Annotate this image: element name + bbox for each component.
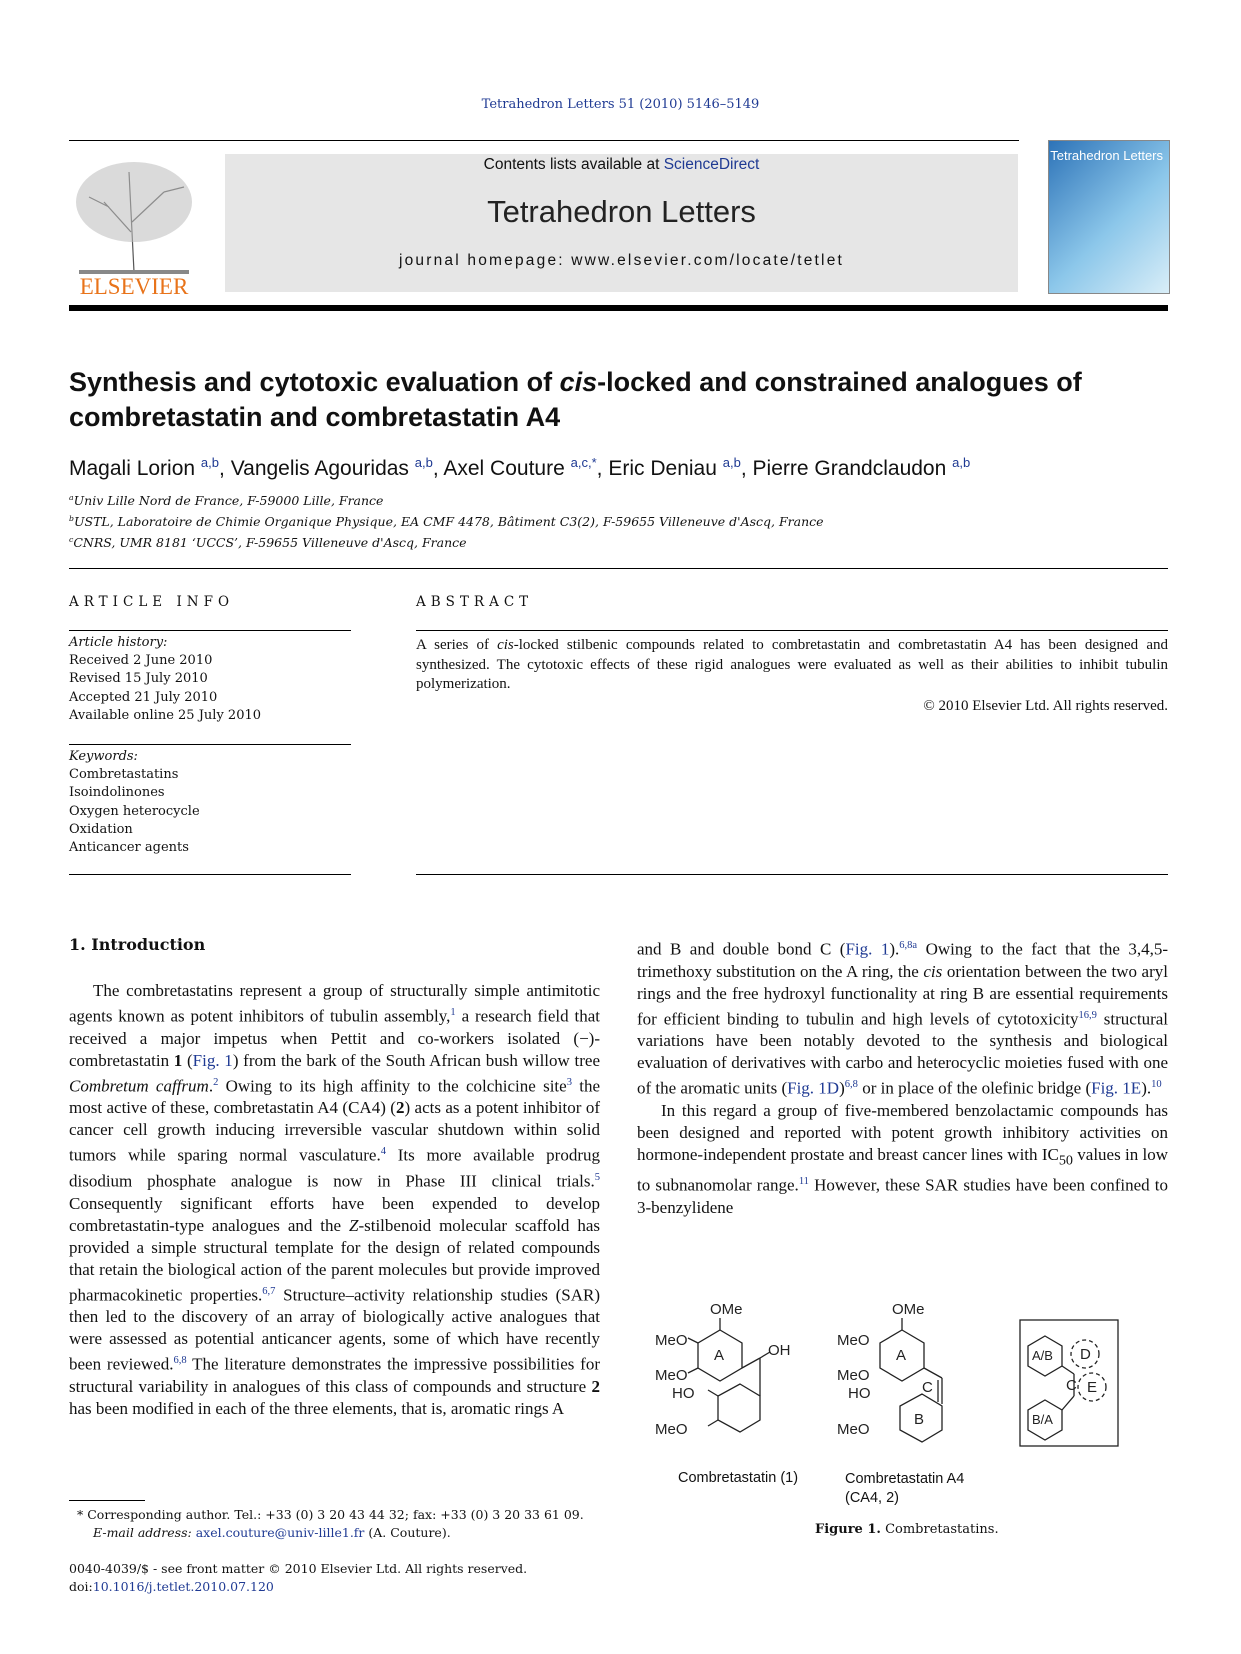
svg-text:C: C — [922, 1379, 933, 1396]
svg-text:C: C — [1066, 1377, 1077, 1394]
divider — [416, 874, 1168, 875]
divider — [69, 630, 351, 631]
sciencedirect-link[interactable]: ScienceDirect — [663, 156, 760, 173]
article-history: Article history: Received 2 June 2010 Revised 15 July 2010 Accepted 21 July 2010 Available online 25 July 2010 — [69, 635, 262, 723]
svg-text:B/A: B/A — [1032, 1412, 1053, 1427]
section-heading: 1. Introduction — [69, 935, 206, 954]
svg-text:HO: HO — [672, 1385, 695, 1402]
divider — [69, 568, 1168, 569]
author: Eric Deniau — [608, 457, 717, 480]
affiliation: $^b$USTL, Laboratoire de Chimie Organique Physique, EA CMF 4478, Bâtiment C3(2), F-59655 Villeneuve d'Ascq, France — [69, 514, 824, 530]
structure-label-2: Combretastatin A4 (CA4, 2) — [845, 1471, 965, 1506]
svg-text:MeO: MeO — [655, 1332, 688, 1349]
svg-text:A: A — [896, 1347, 907, 1364]
footnote: * Corresponding author. Tel.: +33 (0) 3 20 43 44 32; fax: +33 (0) 3 20 33 61 09. E-mail address: axel.couture@univ-lille1.fr (A. Couture). — [77, 1507, 584, 1540]
abstract-text: A series of cis-locked stilbenic compounds related to combretastatin and combretastatin A4 has been designed and synthesized. The cytotoxic effects of these rigid analogues were evaluated as well as their abilities to inhibit tubulin polymerization. © 2010 Elsevier Ltd. All rights reserved. — [416, 636, 1168, 716]
journal-banner — [225, 154, 1018, 292]
svg-text:MeO: MeO — [837, 1421, 870, 1438]
divider — [69, 744, 351, 745]
svg-text:OH: OH — [768, 1342, 791, 1359]
svg-text:MeO: MeO — [655, 1421, 688, 1438]
doi-link[interactable]: 10.1016/j.tetlet.2010.07.120 — [92, 1579, 274, 1594]
divider — [69, 140, 1019, 141]
journal-homepage[interactable]: journal homepage: www.elsevier.com/locate/tetlet — [398, 252, 845, 269]
svg-text:MeO: MeO — [837, 1367, 870, 1384]
divider — [69, 305, 1168, 311]
affiliation: $^a$Univ Lille Nord de France, F-59000 Lille, France — [69, 493, 384, 509]
svg-text:OMe: OMe — [892, 1301, 925, 1318]
front-matter: 0040-4039/$ - see front matter © 2010 Elsevier Ltd. All rights reserved. doi:10.1016/j.tetlet.2010.07.120 — [69, 1561, 528, 1594]
author: Axel Couture — [443, 457, 565, 480]
svg-text:MeO: MeO — [655, 1367, 688, 1384]
journal-cover-image: Tetrahedron Letters — [1048, 140, 1170, 294]
svg-text:HO: HO — [848, 1385, 871, 1402]
figure-caption: Figure 1. Combretastatins. — [815, 1522, 999, 1537]
keywords: Keywords: Combretastatins Isoindolinones Oxygen heterocycle Oxidation Anticancer agents — [69, 749, 200, 856]
chemical-structures — [655, 1300, 1170, 1460]
author: Pierre Grandclaudon — [752, 457, 947, 480]
divider — [69, 874, 351, 875]
affiliation: $^c$CNRS, UMR 8181 ‘UCCS’, F-59655 Villeneuve d'Ascq, France — [69, 535, 467, 551]
figure-1 — [655, 1300, 1170, 1537]
elsevier-logo — [69, 152, 199, 297]
body-text-right: and B and double bond C (Fig. 1).$^{6,8a}$ Owing to the fact that the 3,4,5-trimethoxy substitution on the A ring, the cis orientation between the two aryl rings and the free hydroxyl functionality at ring B are essential requirements for efficient binding to tubulin and high levels of cytotoxicity$^{16,9}$ structural variations have been notably devoted to the synthesis and biological evaluation of derivatives with carbo and heterocyclic moieties fused with one of the aromatic units (Fig. 1D)$^{6,8}$ or in place of the olefinic bridge (Fig. 1E).$^{10}$ In this regard a group of five-membered benzolactamic compounds has been designed and reported with potent growth inhibitory activities on hormone-independent prostate and breast cancer lines with $IC_{50}$ values in low to subnanomolar range.$^{11}$ However, these SAR studies have been confined to 3-benzylidene — [637, 939, 1169, 1218]
body-text-left: The combretastatins represent a group of structurally simple antimitotic agents known as potent inhibitors of tubulin assembly,$^1$ a research field that received a major impetus when Pettit and co-workers isolated (−)-combretastatin 1 (Fig. 1) from the bark of the South African bush willow tree Combretum caffrum.$^2$ Owing to its high affinity to the colchicine site$^3$ the most active of these, combretastatin A4 (CA4) (2) acts as a potent inhibitor of cancer cell growth inducing irreversible vascular shutdown within solid tumors while sparing normal vasculature.$^4$ Its more available prodrug disodium phosphate analogue is now in Phase III clinical trials.$^5$ Consequently significant efforts have been expended to develop combretastatin-type analogues and the Z-stilbenoid molecular scaffold has provided a simple structural template for the design of related compounds that retain the biological action of the parent molecules but provide improved pharmacokinetic properties.$^{6,7}$ Structure–activity relationship studies (SAR) then led to the discovery of an array of biologically active analogues that were assessed as potential anticancer agents, some of which have recently been reviewed.$^{6,8}$ The literature demonstrates the impressive possibilities for structural variability in analogues of this class of compounds and structure 2 has been modified in each of the three elements, that is, aromatic rings A — [69, 981, 601, 1418]
article-title: Synthesis and cytotoxic evaluation of cis-locked and constrained analogues of combretastatin and combretastatin A4 — [69, 367, 1082, 432]
author-list: Magali Lorion $^{a,b}$, Vangelis Agouridas $^{a,b}$, Axel Couture $^{a,c,*}$, Eric Deniau $^{a,b}$, Pierre Grandclaudon $^{a,b}$ — [69, 455, 971, 480]
abstract-heading: ABSTRACT — [416, 594, 534, 610]
article-header — [69, 365, 1169, 552]
author: Vangelis Agouridas — [230, 457, 409, 480]
svg-text:OMe: OMe — [710, 1301, 743, 1318]
svg-text:A: A — [714, 1347, 725, 1364]
footnote-divider — [69, 1500, 145, 1501]
svg-text:MeO: MeO — [837, 1332, 870, 1349]
svg-text:B: B — [914, 1411, 925, 1428]
author: Magali Lorion — [69, 457, 196, 480]
divider — [416, 630, 1168, 631]
contents-text: Contents lists available at — [483, 156, 664, 173]
svg-text:D: D — [1080, 1346, 1091, 1363]
article-info-heading: ARTICLE INFO — [69, 594, 235, 610]
structure-label-1: Combretastatin (1) — [678, 1470, 799, 1486]
journal-name: Tetrahedron Letters — [487, 194, 756, 229]
email-link[interactable]: axel.couture@univ-lille1.fr — [195, 1525, 365, 1540]
copyright: © 2010 Elsevier Ltd. All rights reserved. — [923, 697, 1168, 714]
publisher-name: ELSEVIER — [79, 274, 189, 299]
journal-citation[interactable]: Tetrahedron Letters 51 (2010) 5146–5149 — [481, 97, 760, 112]
svg-text:A/B: A/B — [1032, 1348, 1053, 1363]
svg-text:E: E — [1087, 1379, 1098, 1396]
